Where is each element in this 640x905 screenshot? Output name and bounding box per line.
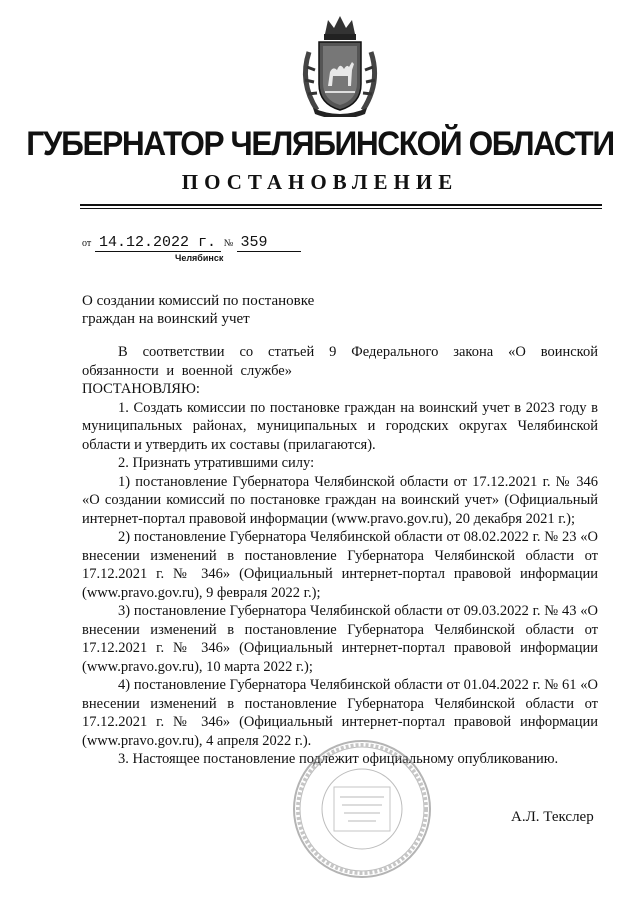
- preamble-paragraph: В соответствии со статьей 9 Федерального закона «О воинской обязанности и военной службе»: [82, 344, 598, 379]
- document-subject: [82, 292, 314, 328]
- header-divider-thin: [80, 208, 602, 209]
- subject-line-2: граждан на воинский учет: [82, 311, 250, 327]
- document-number: 359: [237, 234, 301, 252]
- official-seal-icon: [290, 735, 435, 883]
- item-3-paragraph: 3. Настоящее постановление подлежит официальному опубликованию.: [118, 751, 559, 767]
- coat-of-arms-icon: [295, 12, 385, 117]
- item-2-4-paragraph: 4) постановление Губернатора Челябинской области от 01.04.2022 г. № 61 «О внесении изменений в постановление Губернатора Челябинской области от 17.12.2021 г. № 346» (Официальный интернет-портал правовой информации (www.pravo.gov.ru), 4 апреля 2022 г.).: [82, 677, 598, 749]
- document-date: 14.12.2022 г.: [95, 234, 221, 252]
- item-2-2-paragraph: 2) постановление Губернатора Челябинской области от 08.02.2022 г. № 23 «О внесении изменений в постановление Губернатора Челябинской области от 17.12.2021 г. № 346» (Официальный интернет-портал правовой информации (www.pravo.gov.ru), 9 февраля 2022 г.);: [82, 529, 598, 601]
- document-body: [82, 343, 598, 769]
- item-2-paragraph: 2. Признать утратившими силу:: [118, 455, 315, 471]
- header-divider: [80, 204, 602, 206]
- date-label: от: [82, 238, 92, 249]
- date-number-line: [82, 234, 301, 252]
- number-label: №: [223, 238, 234, 249]
- item-2-1-paragraph: 1) постановление Губернатора Челябинской области от 17.12.2021 г. № 346 «О создании комиссий по постановке граждан на воинский учет» (Официальный интернет-портал правовой информации (www.pravo.gov.ru), 20 декабря 2021 г.);: [82, 473, 598, 527]
- item-1-paragraph: 1. Создать комиссии по постановке граждан на воинский учет в 2023 году в муниципальных районах, муниципальных и городских округах Челябинской области и утвердить их составы (прилагаются).: [82, 399, 598, 453]
- city-name: Челябинск: [175, 253, 224, 263]
- subject-line-1: О создании комиссий по постановке: [82, 293, 315, 309]
- signer-name: А.Л. Текслер: [511, 809, 594, 825]
- decree-heading: ПОСТАНОВЛЯЮ:: [82, 381, 200, 397]
- issuer-title: ГУБЕРНАТОР ЧЕЛЯБИНСКОЙ ОБЛАСТИ: [26, 125, 614, 163]
- item-2-3-paragraph: 3) постановление Губернатора Челябинской области от 09.03.2022 г. № 43 «О внесении изменений в постановление Губернатора Челябинской области от 17.12.2021 г. № 346» (Официальный интернет-портал правовой информации (www.pravo.gov.ru), 10 марта 2022 г.);: [82, 603, 598, 675]
- document-type: ПОСТАНОВЛЕНИЕ: [181, 170, 459, 194]
